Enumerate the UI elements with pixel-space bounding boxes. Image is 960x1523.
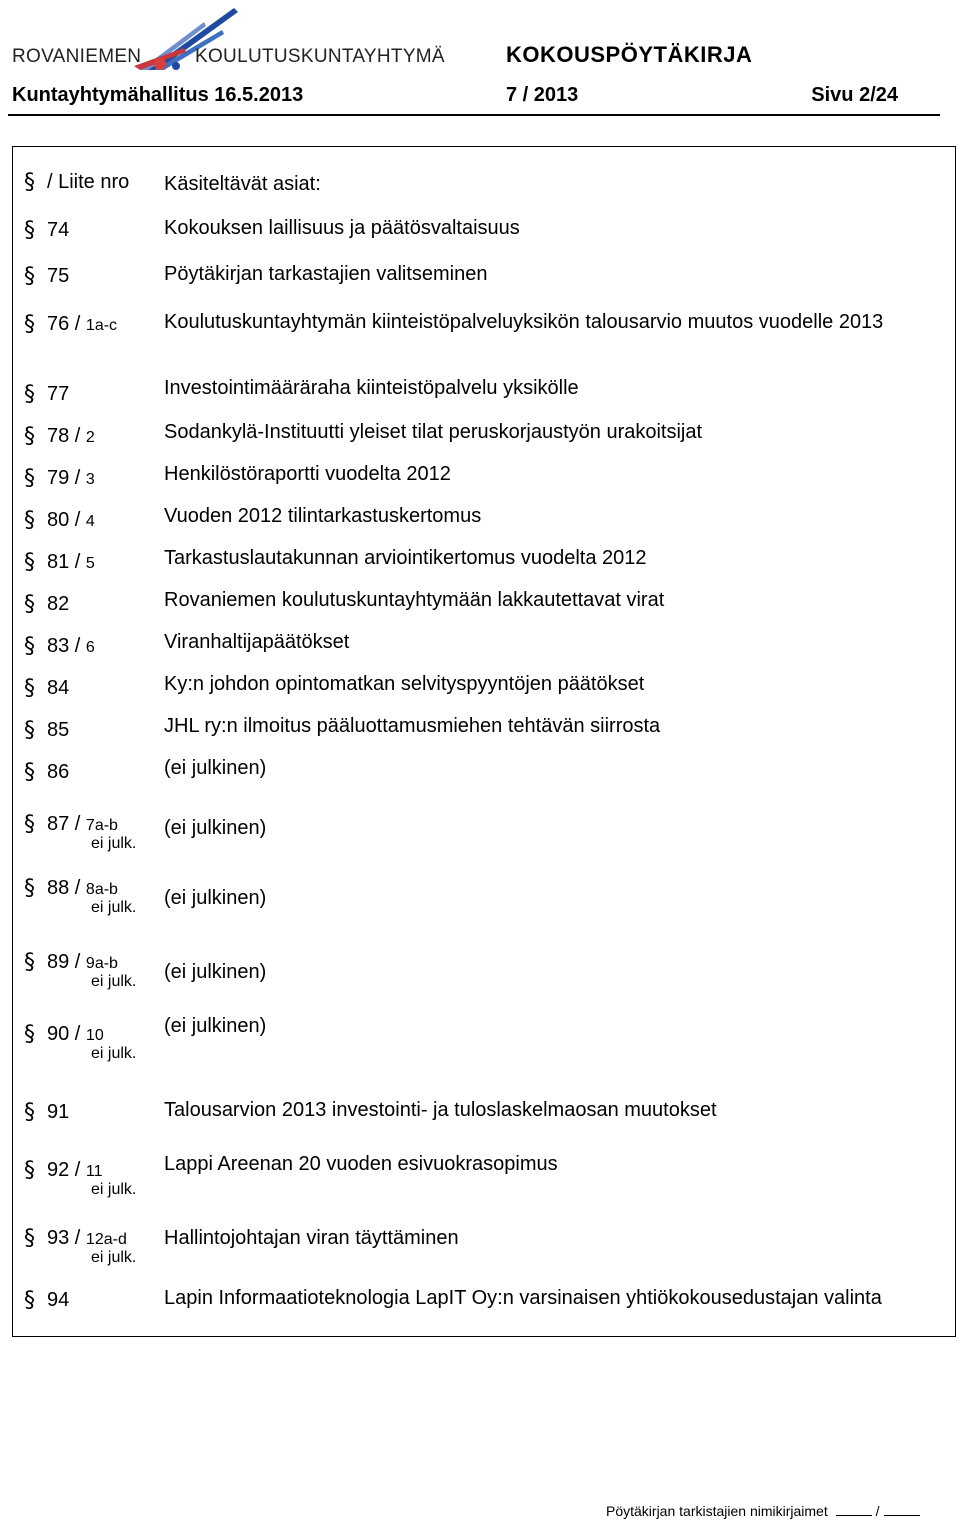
reviewers-initials: [606, 1503, 924, 1519]
section-sign-icon: [21, 1019, 41, 1049]
not-public-note: ei julk.: [91, 899, 137, 916]
item-title: Tarkastuslautakunnan arviointikertomus vuodelta 2012: [164, 547, 647, 569]
item-title: Investointimääräraha kiinteistöpalvelu yksikölle: [164, 377, 579, 399]
attachment-ref: 1a-c: [85, 317, 118, 334]
item-title: (ei julkinen): [164, 887, 267, 909]
section-sign-icon: [21, 673, 41, 703]
svg-text:§: §: [24, 876, 35, 901]
attachment-ref: 9a-b: [85, 955, 118, 972]
not-public-note: ei julk.: [91, 973, 137, 990]
section-sign-icon: [21, 873, 41, 903]
svg-text:§: §: [24, 170, 35, 195]
section-sign-icon: [21, 463, 41, 493]
not-public-note: ei julk.: [91, 1045, 137, 1062]
item-title: Talousarvion 2013 investointi- ja tuloslaskelmaosan muutokset: [164, 1099, 717, 1121]
svg-text:§: §: [24, 1022, 35, 1047]
svg-text:§: §: [24, 1226, 35, 1251]
attachment-ref: 12a-d: [85, 1231, 127, 1248]
section-sign-icon: [21, 421, 41, 451]
section-sign-icon: [21, 1155, 41, 1185]
section-sign-icon: [21, 631, 41, 661]
section-sign-icon: [21, 547, 41, 577]
svg-text:§: §: [24, 1288, 35, 1313]
meeting-name: Kuntayhtymähallitus 16.5.2013: [12, 84, 304, 106]
item-title: Kokouksen laillisuus ja päätösvaltaisuus: [164, 217, 520, 239]
svg-text:§: §: [24, 676, 35, 701]
svg-text:§: §: [24, 592, 35, 617]
item-title: Viranhaltijapäätökset: [164, 631, 350, 653]
svg-text:§: §: [24, 812, 35, 837]
logo-text-right: KOULUTUSKUNTAYHTYMÄ: [195, 46, 445, 67]
svg-text:§: §: [24, 950, 35, 975]
section-sign-icon: [21, 379, 41, 409]
logo-graphic: [8, 4, 478, 80]
item-title: (ei julkinen): [164, 817, 267, 839]
attachment-ref: 8a-b: [85, 881, 118, 898]
section-sign-icon: [21, 1285, 41, 1315]
attachment-ref: 3: [85, 471, 95, 488]
not-public-note: ei julk.: [91, 1181, 137, 1198]
organization-logo: [8, 4, 478, 80]
not-public-note: ei julk.: [91, 835, 137, 852]
svg-text:§: §: [24, 718, 35, 743]
attachment-ref: 10: [85, 1027, 104, 1044]
logo-text-left: ROVANIEMEN: [12, 46, 142, 67]
item-title: Rovaniemen koulutuskuntayhtymään lakkautettavat virat: [164, 589, 665, 611]
section-sign-icon: [21, 309, 41, 339]
item-title: (ei julkinen): [164, 1015, 267, 1037]
item-title: Koulutuskuntayhtymän kiinteistöpalveluyksikön talousarvio muutos vuodelle 2013: [164, 311, 884, 333]
initials-line-2: [884, 1503, 920, 1516]
attachment-ref: 5: [85, 555, 95, 572]
column-header-topics: Käsiteltävät asiat:: [164, 173, 321, 195]
section-sign-icon: [21, 757, 41, 787]
item-title: (ei julkinen): [164, 757, 267, 779]
attachment-ref: 7a-b: [85, 817, 118, 834]
attachment-ref: 2: [85, 429, 95, 446]
page-number: Sivu 2/24: [811, 84, 898, 106]
attachment-ref: 6: [85, 639, 95, 656]
item-title: Sodankylä-Instituutti yleiset tilat peruskorjaustyön urakoitsijat: [164, 421, 703, 443]
initials-line-1: [836, 1503, 872, 1516]
section-sign-icon: [21, 1223, 41, 1253]
attachment-ref: 4: [85, 513, 95, 530]
item-title: Hallintojohtajan viran täyttäminen: [164, 1227, 459, 1249]
svg-text:§: §: [24, 424, 35, 449]
svg-text:§: §: [24, 634, 35, 659]
item-title: Lappi Areenan 20 vuoden esivuokrasopimus: [164, 1153, 558, 1175]
section-sign-icon: [21, 505, 41, 535]
item-title: Ky:n johdon opintomatkan selvityspyyntöjen päätökset: [164, 673, 645, 695]
section-sign-icon: [21, 167, 41, 197]
item-title: Henkilöstöraportti vuodelta 2012: [164, 463, 451, 485]
section-sign-icon: [21, 947, 41, 977]
initials-separator: /: [875, 1503, 880, 1519]
svg-text:§: §: [24, 382, 35, 407]
svg-text:§: §: [24, 1100, 35, 1125]
header-divider: [8, 114, 940, 116]
section-sign-icon: [21, 261, 41, 291]
svg-text:§: §: [24, 550, 35, 575]
svg-text:§: §: [24, 466, 35, 491]
item-title: (ei julkinen): [164, 961, 267, 983]
svg-text:§: §: [24, 264, 35, 289]
svg-text:§: §: [24, 312, 35, 337]
item-title: Pöytäkirjan tarkastajien valitseminen: [164, 263, 488, 285]
meeting-number: 7 / 2013: [506, 84, 579, 106]
not-public-note: ei julk.: [91, 1249, 137, 1266]
svg-text:§: §: [24, 218, 35, 243]
section-sign-icon: [21, 715, 41, 745]
item-title: JHL ry:n ilmoitus pääluottamusmiehen tehtävän siirrosta: [164, 715, 661, 737]
item-title: Vuoden 2012 tilintarkastuskertomus: [164, 505, 482, 527]
reviewers-initials-label: Pöytäkirjan tarkistajien nimikirjaimet: [606, 1503, 828, 1519]
section-sign-icon: [21, 589, 41, 619]
attachment-ref: 11: [85, 1163, 103, 1180]
section-sign-icon: [21, 809, 41, 839]
agenda-table: § / Liite nro Käsiteltävät asiat: § 74 Kokouksen laillisuus ja päätösvaltaisuus § 75 Pöytäkirjan tarkastajien valitseminen § 76 / 1a-c Koulutuskuntayhtymän kiinteistöpalveluyksikön talousarvio muutos vuodelle 2013 § 77 Investointimääräraha kiinteistöpalvelu yksikölle § 78 / 2 Sodankylä-Instituutti yleiset tilat peruskorjaustyön urakoitsijat § 79 / 3 Henkilöstöraportti vuodelta 2012 § 80 / 4 Vuoden 2012 tilintarkastuskertomus § 81 / 5 Tarkastuslautakunnan arviointikertomus vuodelta 2012 § 82 Rovaniemen koulutuskuntayhtymään lakkautettavat virat § 83 / 6 Viranhaltijapäätökset § 84 Ky:n johdon opintomatkan selvityspyyntöjen päätökset § 85 JHL ry:n ilmoitus pääluottamusmiehen tehtävän siirrosta § 86 (ei julkinen) § 87 / 7a-b ei julk. (ei julkinen) § 88 / 8a-b ei julk. (ei julkinen) § 89 / 9a-b ei julk. (ei julkinen) § 90 / 10 ei julk. (ei julkinen) § 91 Talousarvion 2013 investointi- ja tuloslaskelmaosan muutokset § 92 / 11 ei julk. Lappi Areenan 20 vuoden esivuokrasopimus § 93 / 12a-d ei julk. Hallintojohtajan viran täyttäminen § 94 Lapin Informaatioteknologia LapIT Oy:n varsinaisen yhtiökokousedustajan valinta: [12, 146, 956, 1337]
section-sign-icon: [21, 1097, 41, 1127]
svg-text:§: §: [24, 1158, 35, 1183]
document-type: KOKOUSPÖYTÄKIRJA: [506, 42, 753, 67]
item-title: Lapin Informaatioteknologia LapIT Oy:n varsinaisen yhtiökokousedustajan valinta: [164, 1287, 882, 1309]
svg-text:§: §: [24, 760, 35, 785]
svg-text:§: §: [24, 508, 35, 533]
section-sign-icon: [21, 215, 41, 245]
